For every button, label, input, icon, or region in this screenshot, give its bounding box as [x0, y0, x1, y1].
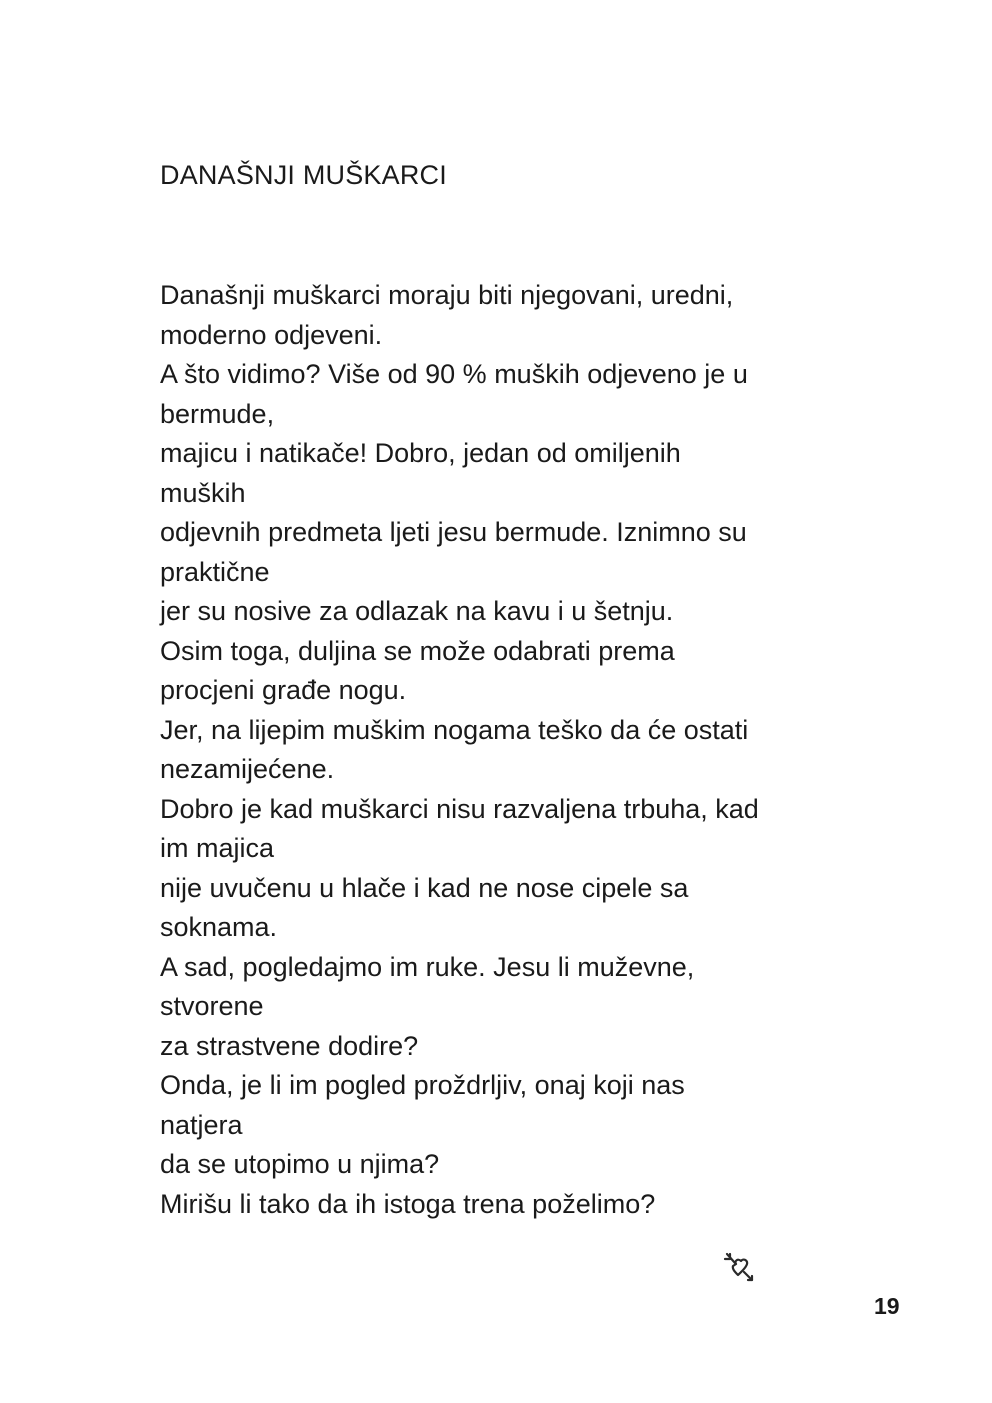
poem-line: Današnji muškarci moraju biti njegovani, uredni,: [160, 280, 734, 310]
poem-line: im majica: [160, 833, 275, 863]
poem-line: muških: [160, 477, 246, 508]
poem-line: praktične: [160, 556, 270, 587]
poem-line: bermude,: [160, 398, 275, 429]
poem-line: Osim toga, duljina se može odabrati prema: [160, 635, 675, 666]
poem-line: da se utopimo u njima?: [160, 1149, 440, 1179]
heart-arrow-icon: [722, 1250, 756, 1284]
poem-line: nije uvučenu u hlače i kad ne nose cipele sa: [160, 872, 689, 903]
poem-line: za strastvene dodire?: [160, 1030, 419, 1061]
poem-line: A što vidimo? Više od 90 % muških odjeveno je u: [160, 359, 748, 389]
poem-line: majicu i natikače! Dobro, jedan od omiljenih: [160, 438, 681, 468]
poem-line: procjeni građe nogu.: [160, 675, 407, 705]
poem-line: stvorene: [160, 991, 264, 1021]
poem-line: natjera: [160, 1109, 243, 1140]
poem-line: Onda, je li im pogled proždrljiv, onaj koji nas: [160, 1070, 685, 1100]
poem-line: Dobro je kad muškarci nisu razvaljena trbuha, kad: [160, 793, 759, 824]
poem-line: nezamijećene.: [160, 754, 335, 784]
poem-line: A sad, pogledajmo im ruke. Jesu li muževne,: [160, 951, 695, 982]
poem-line: jer su nosive za odlazak na kavu i u šetnju.: [160, 596, 674, 626]
poem-body: [160, 276, 860, 1224]
poem-line: moderno odjeveni.: [160, 319, 383, 350]
poem-line: soknama.: [160, 912, 278, 942]
poem-line: Jer, na lijepim muškim nogama teško da će ostati: [160, 714, 749, 745]
poem-line: odjevnih predmeta ljeti jesu bermude. Iznimno su: [160, 517, 747, 547]
page-title: DANAŠNJI MUŠKARCI: [160, 160, 447, 190]
poem-line: Mirišu li tako da ih istoga trena poželimo?: [160, 1188, 656, 1219]
page-number: 19: [874, 1293, 900, 1319]
